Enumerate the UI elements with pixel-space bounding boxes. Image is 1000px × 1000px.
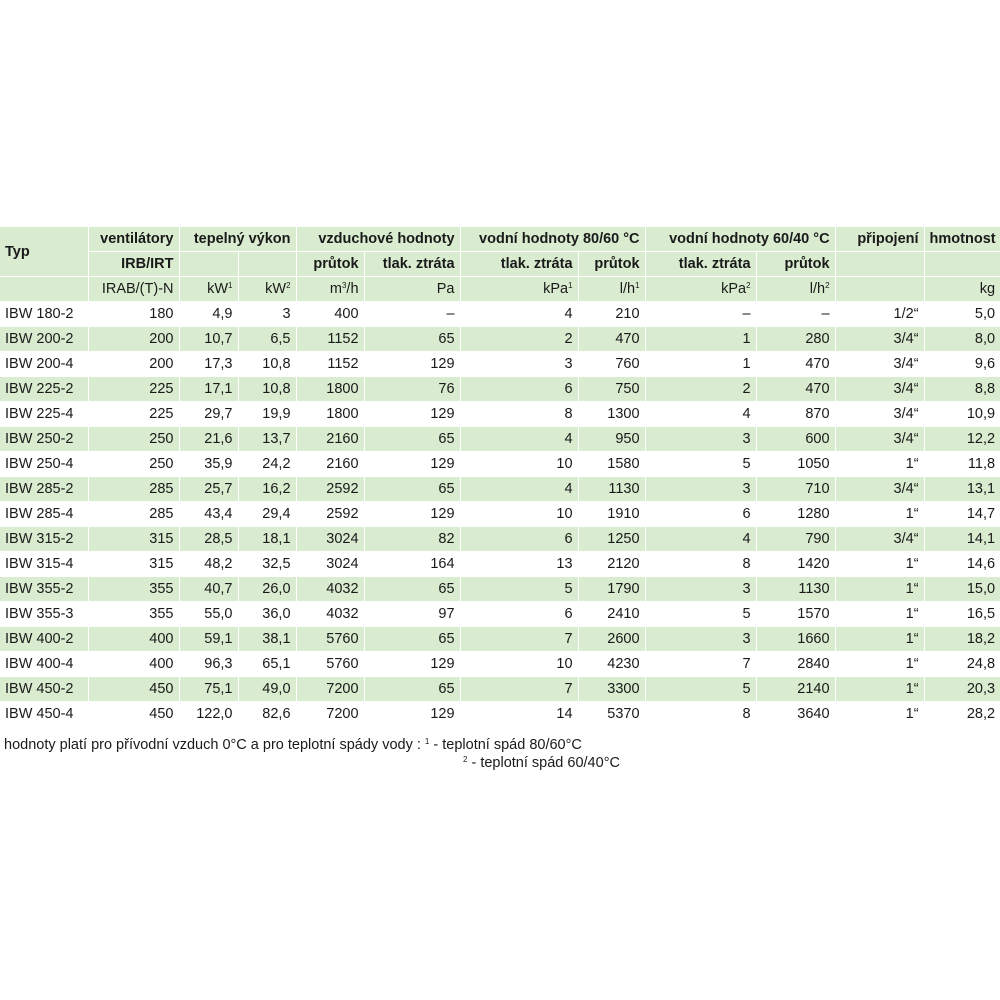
table-cell: 10,7 bbox=[179, 327, 238, 352]
table-row bbox=[0, 677, 1000, 702]
table-cell: 14,6 bbox=[924, 552, 1000, 577]
table-cell: 2592 bbox=[296, 477, 364, 502]
col-header-weight: hmotnost bbox=[924, 227, 1000, 252]
table-cell: 1152 bbox=[296, 352, 364, 377]
table-cell: 6 bbox=[645, 502, 756, 527]
table-cell: 7200 bbox=[296, 677, 364, 702]
table-cell: 1“ bbox=[835, 602, 924, 627]
row-type-cell: IBW 200-4 bbox=[0, 352, 88, 377]
row-type-cell: IBW 200-2 bbox=[0, 327, 88, 352]
row-type-cell: IBW 355-3 bbox=[0, 602, 88, 627]
col-header-air-values: vzduchové hodnoty bbox=[296, 227, 460, 252]
table-cell: 285 bbox=[88, 502, 179, 527]
table-cell: 2410 bbox=[578, 602, 645, 627]
table-cell: 3/4“ bbox=[835, 527, 924, 552]
table-row bbox=[0, 527, 1000, 552]
table-cell: 6 bbox=[460, 527, 578, 552]
table-cell: 8,8 bbox=[924, 377, 1000, 402]
table-cell: 5,0 bbox=[924, 302, 1000, 327]
table-cell: 10 bbox=[460, 502, 578, 527]
table-cell: 26,0 bbox=[238, 577, 296, 602]
col-header-heat-output: tepelný výkon bbox=[179, 227, 296, 252]
col-header-fans-3: IRAB/(T)-N bbox=[88, 277, 179, 302]
col-header-connection: připojení bbox=[835, 227, 924, 252]
row-type-cell: IBW 285-4 bbox=[0, 502, 88, 527]
table-row bbox=[0, 552, 1000, 577]
table-cell: 710 bbox=[756, 477, 835, 502]
table-cell: 355 bbox=[88, 577, 179, 602]
table-cell: 5760 bbox=[296, 627, 364, 652]
table-cell: 65 bbox=[364, 327, 460, 352]
table-cell: 59,1 bbox=[179, 627, 238, 652]
table-cell: 870 bbox=[756, 402, 835, 427]
table-cell: 65 bbox=[364, 477, 460, 502]
table-cell: 8 bbox=[460, 402, 578, 427]
table-body bbox=[0, 302, 1000, 727]
table-cell: 55,0 bbox=[179, 602, 238, 627]
unit-m3h: $m^3/h$ bbox=[296, 277, 364, 302]
row-type-cell: IBW 250-2 bbox=[0, 427, 88, 452]
table-cell: 10,9 bbox=[924, 402, 1000, 427]
table-cell: 10,8 bbox=[238, 377, 296, 402]
table-cell: 20,3 bbox=[924, 677, 1000, 702]
table-cell: 1“ bbox=[835, 552, 924, 577]
table-cell: 8,0 bbox=[924, 327, 1000, 352]
table-row bbox=[0, 402, 1000, 427]
table-cell: 1“ bbox=[835, 702, 924, 727]
table-cell: 1280 bbox=[756, 502, 835, 527]
table-cell: 7200 bbox=[296, 702, 364, 727]
row-type-cell: IBW 225-4 bbox=[0, 402, 88, 427]
table-cell: 7 bbox=[460, 627, 578, 652]
table-cell: 18,1 bbox=[238, 527, 296, 552]
table-cell: 180 bbox=[88, 302, 179, 327]
row-type-cell: IBW 400-4 bbox=[0, 652, 88, 677]
row-type-cell: IBW 180-2 bbox=[0, 302, 88, 327]
spec-table bbox=[0, 227, 1000, 727]
table-cell: 4,9 bbox=[179, 302, 238, 327]
unit-kw-1: $kW^1$ bbox=[179, 277, 238, 302]
col-header-typ: Typ bbox=[0, 227, 88, 277]
table-cell: 5370 bbox=[578, 702, 645, 727]
table-cell: 225 bbox=[88, 377, 179, 402]
table-cell: 8 bbox=[645, 552, 756, 577]
table-cell: 470 bbox=[578, 327, 645, 352]
table-cell: 10,8 bbox=[238, 352, 296, 377]
table-cell: 3/4“ bbox=[835, 477, 924, 502]
table-cell: 2160 bbox=[296, 427, 364, 452]
table-cell: 15,0 bbox=[924, 577, 1000, 602]
table-cell: 32,5 bbox=[238, 552, 296, 577]
table-cell: 1“ bbox=[835, 502, 924, 527]
table-cell: 1050 bbox=[756, 452, 835, 477]
table-cell: 3/4“ bbox=[835, 427, 924, 452]
col-header-air-flow: průtok bbox=[296, 252, 364, 277]
table-cell: 38,1 bbox=[238, 627, 296, 652]
table-cell: 3 bbox=[238, 302, 296, 327]
table-cell: 1152 bbox=[296, 327, 364, 352]
table-cell: 1800 bbox=[296, 402, 364, 427]
table-cell: 3024 bbox=[296, 527, 364, 552]
table-cell: 49,0 bbox=[238, 677, 296, 702]
table-cell: 250 bbox=[88, 452, 179, 477]
table-cell: 17,1 bbox=[179, 377, 238, 402]
col-header-fans-2: IRB/IRT bbox=[88, 252, 179, 277]
table-row bbox=[0, 452, 1000, 477]
footnote-line-1: hodnoty platí pro přívodní vzduch 0°C a pro teplotní spády vody : $^1$ - teplotní spád 80/60°C bbox=[4, 737, 582, 753]
table-cell: 129 bbox=[364, 502, 460, 527]
table-row bbox=[0, 327, 1000, 352]
table-cell: 24,2 bbox=[238, 452, 296, 477]
table-cell: 6 bbox=[460, 602, 578, 627]
col-header-water-60-40: vodní hodnoty 60/40 °C bbox=[645, 227, 835, 252]
table-row bbox=[0, 377, 1000, 402]
table-cell: 5 bbox=[645, 602, 756, 627]
col-header-fans-1: ventilátory bbox=[88, 227, 179, 252]
table-cell: 129 bbox=[364, 702, 460, 727]
table-cell: 10 bbox=[460, 452, 578, 477]
table-cell: 1/2“ bbox=[835, 302, 924, 327]
table-cell: 3640 bbox=[756, 702, 835, 727]
table-row bbox=[0, 577, 1000, 602]
table-cell: 285 bbox=[88, 477, 179, 502]
table-cell: 4230 bbox=[578, 652, 645, 677]
table-cell: 4 bbox=[645, 402, 756, 427]
table-cell: 4 bbox=[645, 527, 756, 552]
table-cell: 400 bbox=[296, 302, 364, 327]
table-cell: – bbox=[364, 302, 460, 327]
unit-kpa-2: kPa$^2$ bbox=[645, 277, 756, 302]
col-header-w80-pressure-loss: tlak. ztráta bbox=[460, 252, 578, 277]
table-cell: 48,2 bbox=[179, 552, 238, 577]
table-cell: 2120 bbox=[578, 552, 645, 577]
table-cell: 1250 bbox=[578, 527, 645, 552]
table-cell: 1580 bbox=[578, 452, 645, 477]
table-cell: 4 bbox=[460, 302, 578, 327]
table-cell: 355 bbox=[88, 602, 179, 627]
table-cell: 3 bbox=[460, 352, 578, 377]
table-cell: 25,7 bbox=[179, 477, 238, 502]
unit-kpa-1: kPa$^1$ bbox=[460, 277, 578, 302]
table-cell: 65 bbox=[364, 677, 460, 702]
table-cell: 1130 bbox=[578, 477, 645, 502]
table-cell: 97 bbox=[364, 602, 460, 627]
table-cell: 11,8 bbox=[924, 452, 1000, 477]
table-cell: 1“ bbox=[835, 677, 924, 702]
table-cell: 29,4 bbox=[238, 502, 296, 527]
table-cell: 210 bbox=[578, 302, 645, 327]
table-row bbox=[0, 477, 1000, 502]
table-cell: 19,9 bbox=[238, 402, 296, 427]
table-cell: 2600 bbox=[578, 627, 645, 652]
table-cell: 13,1 bbox=[924, 477, 1000, 502]
table-cell: 82,6 bbox=[238, 702, 296, 727]
table-cell: 4032 bbox=[296, 602, 364, 627]
table-cell: 9,6 bbox=[924, 352, 1000, 377]
table-cell: 760 bbox=[578, 352, 645, 377]
table-cell: 3 bbox=[645, 627, 756, 652]
table-row bbox=[0, 652, 1000, 677]
table-cell: 1800 bbox=[296, 377, 364, 402]
table-row bbox=[0, 702, 1000, 727]
table-cell: 7 bbox=[645, 652, 756, 677]
table-cell: 400 bbox=[88, 627, 179, 652]
row-type-cell: IBW 450-2 bbox=[0, 677, 88, 702]
table-cell: 1 bbox=[645, 352, 756, 377]
table-cell: 65 bbox=[364, 577, 460, 602]
table-cell: 16,5 bbox=[924, 602, 1000, 627]
unit-pa: Pa bbox=[364, 277, 460, 302]
table-cell: 14,1 bbox=[924, 527, 1000, 552]
table-cell: 10 bbox=[460, 652, 578, 677]
col-header-water-80-60: vodní hodnoty 80/60 °C bbox=[460, 227, 645, 252]
table-cell: 82 bbox=[364, 527, 460, 552]
table-cell: 1300 bbox=[578, 402, 645, 427]
row-type-cell: IBW 285-2 bbox=[0, 477, 88, 502]
table-cell: 3/4“ bbox=[835, 377, 924, 402]
table-cell: 35,9 bbox=[179, 452, 238, 477]
table-cell: 200 bbox=[88, 352, 179, 377]
table-cell: 18,2 bbox=[924, 627, 1000, 652]
table-cell: 5 bbox=[645, 452, 756, 477]
table-cell: 65 bbox=[364, 427, 460, 452]
table-cell: 6,5 bbox=[238, 327, 296, 352]
table-cell: 315 bbox=[88, 552, 179, 577]
table-cell: 2840 bbox=[756, 652, 835, 677]
table-cell: 3 bbox=[645, 477, 756, 502]
table-cell: 76 bbox=[364, 377, 460, 402]
unit-kg: kg bbox=[924, 277, 1000, 302]
table-row bbox=[0, 602, 1000, 627]
table-cell: 280 bbox=[756, 327, 835, 352]
table-cell: 75,1 bbox=[179, 677, 238, 702]
table-cell: – bbox=[645, 302, 756, 327]
table-cell: 250 bbox=[88, 427, 179, 452]
table-cell: 122,0 bbox=[179, 702, 238, 727]
table-row bbox=[0, 302, 1000, 327]
table-cell: 129 bbox=[364, 652, 460, 677]
table-cell: 790 bbox=[756, 527, 835, 552]
table-cell: 3024 bbox=[296, 552, 364, 577]
table-cell: 1910 bbox=[578, 502, 645, 527]
table-cell: 13 bbox=[460, 552, 578, 577]
row-type-cell: IBW 315-4 bbox=[0, 552, 88, 577]
table-cell: 5 bbox=[460, 577, 578, 602]
table-cell: 1“ bbox=[835, 577, 924, 602]
table-cell: 129 bbox=[364, 402, 460, 427]
table-cell: 40,7 bbox=[179, 577, 238, 602]
table-cell: 24,8 bbox=[924, 652, 1000, 677]
table-cell: 13,7 bbox=[238, 427, 296, 452]
col-header-w60-flow: průtok bbox=[756, 252, 835, 277]
table-cell: 315 bbox=[88, 527, 179, 552]
table-cell: 7 bbox=[460, 677, 578, 702]
table-cell: 3 bbox=[645, 577, 756, 602]
table-cell: 164 bbox=[364, 552, 460, 577]
table-cell: – bbox=[756, 302, 835, 327]
table-cell: 14,7 bbox=[924, 502, 1000, 527]
table-cell: 600 bbox=[756, 427, 835, 452]
table-cell: 2 bbox=[460, 327, 578, 352]
table-cell: 1“ bbox=[835, 627, 924, 652]
table-cell: 28,5 bbox=[179, 527, 238, 552]
table-cell: 21,6 bbox=[179, 427, 238, 452]
table-cell: 1570 bbox=[756, 602, 835, 627]
row-type-cell: IBW 250-4 bbox=[0, 452, 88, 477]
table-cell: 43,4 bbox=[179, 502, 238, 527]
table-cell: 2592 bbox=[296, 502, 364, 527]
table-cell: 400 bbox=[88, 652, 179, 677]
unit-lh-1: $l/h^1$ bbox=[578, 277, 645, 302]
row-type-cell: IBW 450-4 bbox=[0, 702, 88, 727]
table-cell: 3/4“ bbox=[835, 327, 924, 352]
table-cell: 450 bbox=[88, 702, 179, 727]
table-cell: 28,2 bbox=[924, 702, 1000, 727]
table-cell: 65,1 bbox=[238, 652, 296, 677]
table-cell: 65 bbox=[364, 627, 460, 652]
table-cell: 470 bbox=[756, 352, 835, 377]
table-cell: 8 bbox=[645, 702, 756, 727]
table-cell: 3 bbox=[645, 427, 756, 452]
table-cell: 6 bbox=[460, 377, 578, 402]
table-cell: 200 bbox=[88, 327, 179, 352]
table-cell: 1420 bbox=[756, 552, 835, 577]
table-cell: 450 bbox=[88, 677, 179, 702]
table-cell: 2160 bbox=[296, 452, 364, 477]
table-cell: 1790 bbox=[578, 577, 645, 602]
table-row bbox=[0, 502, 1000, 527]
table-row bbox=[0, 352, 1000, 377]
table-cell: 225 bbox=[88, 402, 179, 427]
table-cell: 4032 bbox=[296, 577, 364, 602]
table-cell: 4 bbox=[460, 477, 578, 502]
table-cell: 129 bbox=[364, 452, 460, 477]
table-cell: 16,2 bbox=[238, 477, 296, 502]
col-header-air-pressure-loss: tlak. ztráta bbox=[364, 252, 460, 277]
table-cell: 470 bbox=[756, 377, 835, 402]
table-cell: 750 bbox=[578, 377, 645, 402]
col-header-w60-pressure-loss: tlak. ztráta bbox=[645, 252, 756, 277]
row-type-cell: IBW 315-2 bbox=[0, 527, 88, 552]
table-cell: 5760 bbox=[296, 652, 364, 677]
row-type-cell: IBW 225-2 bbox=[0, 377, 88, 402]
table-cell: 3/4“ bbox=[835, 352, 924, 377]
table-cell: 36,0 bbox=[238, 602, 296, 627]
table-cell: 1“ bbox=[835, 452, 924, 477]
table-row bbox=[0, 427, 1000, 452]
table-cell: 17,3 bbox=[179, 352, 238, 377]
table-row bbox=[0, 627, 1000, 652]
unit-lh-2: $l/h^2$ bbox=[756, 277, 835, 302]
table-cell: 1660 bbox=[756, 627, 835, 652]
unit-kw-2: $kW^2$ bbox=[238, 277, 296, 302]
row-type-cell: IBW 355-2 bbox=[0, 577, 88, 602]
table-cell: 2 bbox=[645, 377, 756, 402]
table-cell: 129 bbox=[364, 352, 460, 377]
table-cell: 4 bbox=[460, 427, 578, 452]
table-cell: 950 bbox=[578, 427, 645, 452]
table-cell: 12,2 bbox=[924, 427, 1000, 452]
table-cell: 1 bbox=[645, 327, 756, 352]
table-cell: 96,3 bbox=[179, 652, 238, 677]
table-cell: 3300 bbox=[578, 677, 645, 702]
table-cell: 2140 bbox=[756, 677, 835, 702]
row-type-cell: IBW 400-2 bbox=[0, 627, 88, 652]
footnote-line-2: $^2$ - teplotní spád 60/40°C bbox=[463, 755, 620, 771]
table-cell: 1“ bbox=[835, 652, 924, 677]
table-cell: 3/4“ bbox=[835, 402, 924, 427]
table-cell: 14 bbox=[460, 702, 578, 727]
table-cell: 5 bbox=[645, 677, 756, 702]
table-cell: 29,7 bbox=[179, 402, 238, 427]
table-cell: 1130 bbox=[756, 577, 835, 602]
col-header-w80-flow: průtok bbox=[578, 252, 645, 277]
